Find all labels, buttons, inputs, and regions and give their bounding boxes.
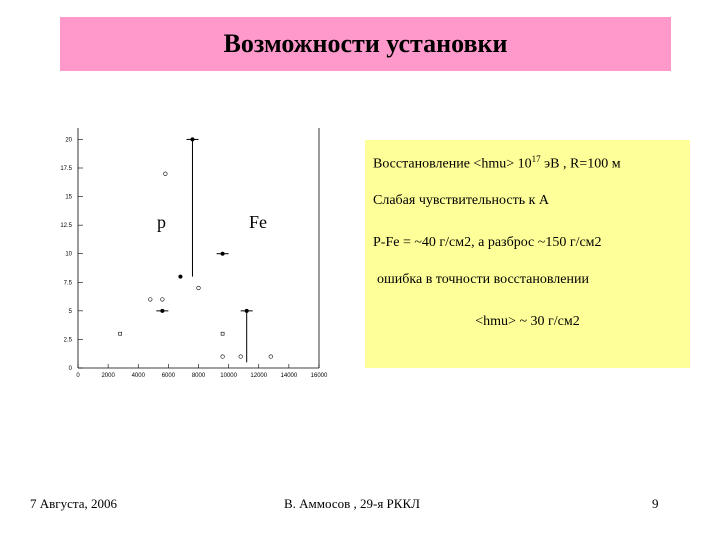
y-tick-label: 20 xyxy=(65,137,72,144)
info-line-sensitivity: Слабая чувствительность к А xyxy=(373,193,549,208)
plot-svg xyxy=(45,120,345,385)
info-line1-exponent: 17 xyxy=(531,154,541,164)
y-tick-label: 10 xyxy=(65,251,72,258)
page-number: 9 xyxy=(652,496,659,511)
x-tick-label: 16000 xyxy=(310,373,328,379)
info-line-hmu: <hmu> ~ 30 г/см2 xyxy=(475,314,580,329)
x-tick-label: 6000 xyxy=(161,373,176,379)
x-tick-label: 12000 xyxy=(250,373,268,379)
y-tick-label: 0 xyxy=(68,366,72,372)
data-point-open xyxy=(197,286,201,290)
info-line-pfe: P-Fe = ~40 г/см2, а разброс ~150 г/см2 xyxy=(373,235,602,250)
x-tick-label: 2000 xyxy=(101,373,115,379)
footer-author: В. Аммосов , 29-я РККЛ xyxy=(284,496,420,511)
data-point xyxy=(221,252,225,256)
data-point xyxy=(178,275,182,279)
footer-date: 7 Августа, 2006 xyxy=(30,496,117,511)
data-point-open xyxy=(149,298,153,302)
y-tick-label: 2.5 xyxy=(63,337,72,344)
data-point-square xyxy=(221,332,224,335)
info-line-error: ошибка в точности восстановлении xyxy=(377,272,589,287)
y-tick-label: 7.5 xyxy=(63,280,72,287)
data-point-open xyxy=(161,298,165,302)
y-tick-label: 17.5 xyxy=(60,166,72,172)
y-tick-label: 12.5 xyxy=(60,223,72,230)
data-point xyxy=(160,309,164,313)
info-line-reconstruction xyxy=(373,154,621,173)
label-p: p xyxy=(157,212,166,232)
x-tick-label: 10000 xyxy=(220,373,237,379)
info-line1-suffix: эВ , R=100 м xyxy=(540,156,621,172)
y-tick-label: 5 xyxy=(68,308,72,315)
x-tick-label: 8000 xyxy=(191,373,206,379)
info-box xyxy=(365,140,690,368)
data-point-square xyxy=(119,332,122,335)
x-tick-label: 14000 xyxy=(280,373,298,379)
y-tick-label: 15 xyxy=(65,194,72,201)
x-tick-label: 4000 xyxy=(131,373,145,379)
title-banner xyxy=(60,17,671,71)
label-fe: Fe xyxy=(249,212,267,232)
info-line1-prefix: Восстановление <hmu> 10 xyxy=(373,156,532,172)
data-point-open xyxy=(269,355,273,359)
scatter-plot xyxy=(45,120,345,385)
data-point-open xyxy=(164,172,168,176)
x-tick-label: 0 xyxy=(76,373,80,379)
data-point-open xyxy=(221,355,225,359)
data-point-open xyxy=(239,355,243,359)
slide-title: Возможности установки xyxy=(223,29,508,58)
